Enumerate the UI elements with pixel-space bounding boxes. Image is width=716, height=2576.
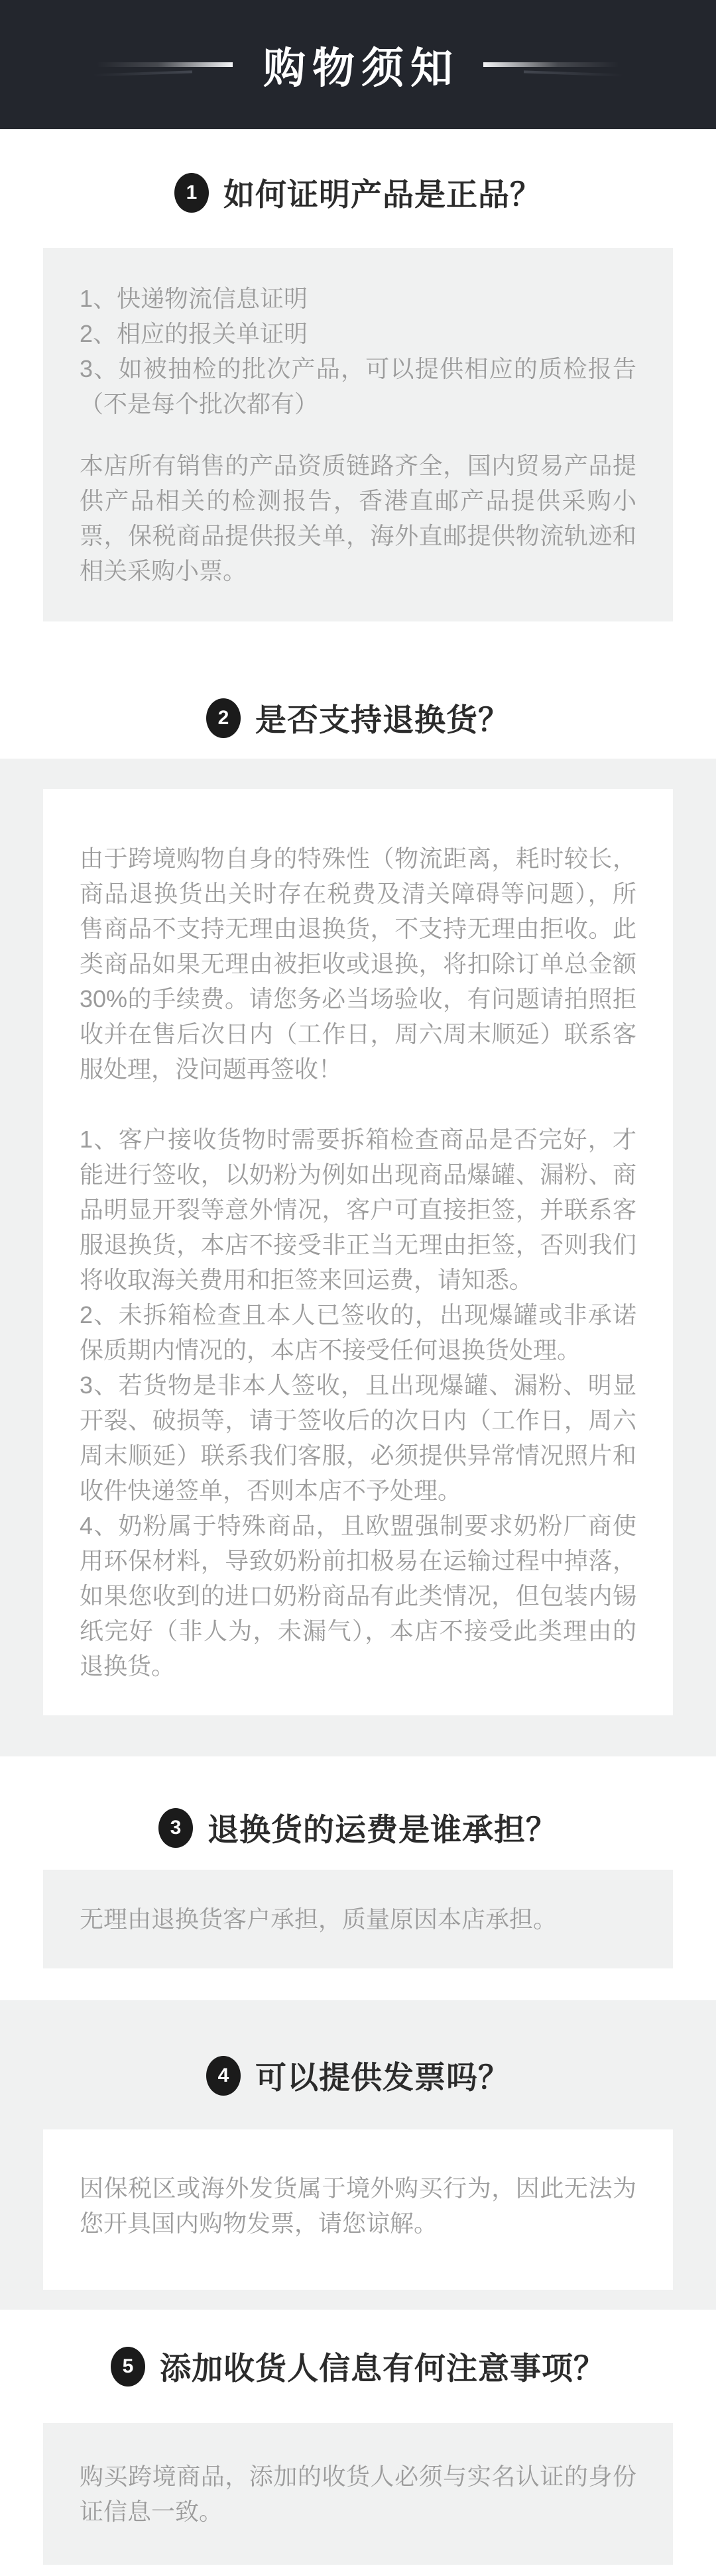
list-item: 1、客户接收货物时需要拆箱检查商品是否完好，才能进行签收，以奶粉为例如出现商品爆罐、漏粉、商品明显开裂等意外情况，客户可直接拒签，并联系客服退换货，本店不接受非正当无理由拒签，否则我们将收取海关费用和拒签来回运费，请知悉。 bbox=[80, 1126, 636, 1293]
badge-number: 4 bbox=[217, 2064, 229, 2086]
list-item: 3、若货物是非本人签收，且出现爆罐、漏粉、明显开裂、破损等，请于签收后的次日内（工作日，周六周末顺延）联系我们客服，必须提供异常情况照片和收件快递签单，否则本店不予处理。 bbox=[80, 1371, 636, 1504]
badge-number: 5 bbox=[122, 2355, 134, 2377]
answer-card-2 bbox=[43, 789, 673, 1715]
question-heading-1 bbox=[0, 129, 716, 248]
question-text: 退换货的运费是谁承担？ bbox=[208, 1812, 558, 1847]
header bbox=[0, 0, 716, 129]
blank-line bbox=[80, 421, 636, 448]
page-title: 购物须知 bbox=[263, 44, 459, 92]
paragraph: 本店所有销售的产品资质链路齐全，国内贸易产品提供产品相关的检测报告，香港直邮产品提供采购小票，保税商品提供报关单，海外直邮提供物流轨迹和相关采购小票。 bbox=[80, 452, 636, 584]
list-item: 2、相应的报关单证明 bbox=[80, 320, 308, 347]
number-badge-5 bbox=[111, 2347, 145, 2387]
question-heading-3 bbox=[0, 1756, 716, 1870]
answer-card-4 bbox=[43, 2129, 673, 2290]
badge-number: 1 bbox=[186, 181, 198, 203]
number-badge-4 bbox=[206, 2056, 241, 2096]
ornament-line-right-icon bbox=[483, 62, 619, 67]
ornament-line-left-icon bbox=[97, 62, 233, 67]
question-text: 添加收货人信息有何注意事项？ bbox=[160, 2351, 605, 2386]
answer-band-2 bbox=[0, 759, 716, 1756]
blank-line bbox=[80, 1087, 636, 1122]
question-text: 可以提供发票吗？ bbox=[255, 2060, 510, 2095]
list-item: 2、未拆箱检查且本人已签收的，出现爆罐或非承诺保质期内情况的，本店不接受任何退换货处理。 bbox=[80, 1301, 636, 1364]
question-heading-2 bbox=[0, 621, 716, 759]
paragraph: 因保税区或海外发货属于境外购买行为，因此无法为您开具国内购物发票，请您谅解。 bbox=[80, 2174, 636, 2237]
question-heading-5 bbox=[0, 2310, 716, 2423]
question-text: 如何证明产品是正品？ bbox=[223, 177, 542, 212]
list-item: 4、奶粉属于特殊商品，且欧盟强制要求奶粉厂商使用环保材料，导致奶粉前扣极易在运输过程中掉落，如果您收到的进口奶粉商品有此类情况，但包装内锡纸完好（非人为，未漏气），本店不接受此类理由的退换货。 bbox=[80, 1512, 636, 1680]
answer-box-3 bbox=[43, 1870, 673, 1968]
badge-number: 2 bbox=[217, 706, 229, 729]
question-heading-4 bbox=[0, 2053, 716, 2129]
badge-number: 3 bbox=[170, 1816, 182, 1839]
number-badge-2 bbox=[206, 698, 241, 738]
answer-box-5 bbox=[43, 2423, 673, 2565]
number-badge-3 bbox=[158, 1808, 193, 1848]
question-text: 是否支持退换货？ bbox=[255, 702, 510, 737]
paragraph: 由于跨境购物自身的特殊性（物流距离，耗时较长，商品退换货出关时存在税费及清关障碍等问题），所售商品不支持无理由退换货，不支持无理由拒收。此类商品如果无理由被拒收或退换，将扣除订单总金额30%的手续费。请您务必当场验收，有问题请拍照拒收并在售后次日内（工作日，周六周末顺延）联系客服处理，没问题再签收！ bbox=[80, 845, 636, 1083]
paragraph: 购买跨境商品，添加的收货人必须与实名认证的身份证信息一致。 bbox=[80, 2463, 636, 2525]
paragraph: 无理由退换货客户承担，质量原因本店承担。 bbox=[80, 1905, 558, 1933]
list-item: 3、如被抽检的批次产品，可以提供相应的质检报告（不是每个批次都有） bbox=[80, 355, 636, 417]
list-item: 1、快递物流信息证明 bbox=[80, 285, 308, 312]
number-badge-1 bbox=[174, 173, 209, 213]
section-4-band bbox=[0, 2000, 716, 2310]
answer-box-1 bbox=[43, 248, 673, 621]
